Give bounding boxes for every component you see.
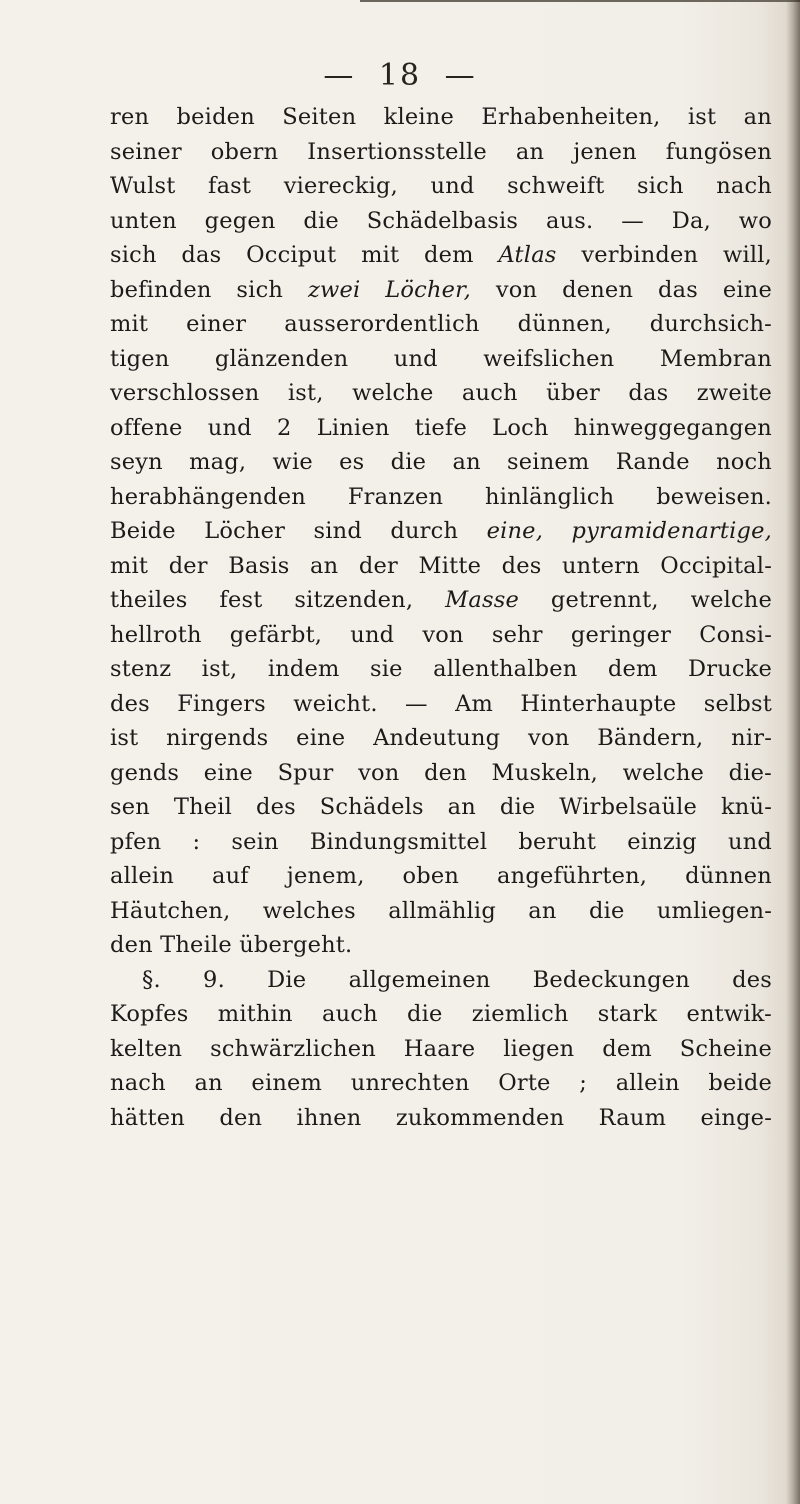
text-line [110, 928, 772, 963]
text-segment: herabhängenden Franzen hinlänglich beweisen. [110, 483, 772, 510]
text-segment: seiner obern Insertionsstelle an jenen fungösen [110, 138, 772, 165]
italic-text-segment: Atlas [498, 242, 557, 268]
text-line [110, 273, 772, 308]
text-segment: nach an einem unrechten Orte ; allein beide [110, 1070, 772, 1096]
text-line [110, 963, 772, 998]
text-line [110, 376, 772, 411]
text-line [110, 1101, 772, 1136]
page-number-dash-left: — [323, 58, 356, 93]
text-line [110, 997, 772, 1032]
text-line [110, 894, 772, 929]
text-line [110, 1066, 772, 1101]
text-segment: getrennt, welche [518, 587, 772, 613]
body-text [110, 100, 772, 1135]
text-line [110, 790, 772, 825]
page-number-dash-right: — [444, 58, 477, 93]
text-segment: ren beiden Seiten kleine Erhabenheiten, ist an [110, 104, 772, 130]
text-segment: Häutchen, welches allmählig an die umliegen- [110, 897, 772, 924]
text-line [110, 583, 772, 618]
text-line [110, 480, 772, 515]
text-segment: mit einer ausserordentlich dünnen, durchsich- [110, 311, 772, 337]
text-segment: hellroth gefärbt, und von sehr geringer Consi- [110, 621, 772, 648]
text-line [110, 756, 772, 791]
text-line [110, 100, 772, 135]
page-header [0, 58, 800, 93]
text-segment: stenz ist, indem sie allenthalben dem Drucke [110, 656, 772, 682]
text-segment: gends eine Spur von den Muskeln, welche die- [110, 759, 772, 786]
page-gutter-shadow [786, 0, 800, 1504]
text-segment: verschlossen ist, welche auch über das zweite [110, 380, 772, 406]
text-line [110, 445, 772, 480]
text-line [110, 652, 772, 687]
text-line [110, 307, 772, 342]
text-line [110, 135, 772, 170]
text-segment: von denen das eine [471, 276, 772, 303]
text-segment: Wulst fast viereckig, und schweift sich nach [110, 173, 772, 199]
text-line [110, 514, 772, 549]
text-segment: Kopfes mithin auch die ziemlich stark entwik- [110, 1001, 772, 1027]
text-line [110, 825, 772, 860]
text-segment: verbinden will, [556, 242, 772, 268]
text-segment: des Fingers weicht. — Am Hinterhaupte selbst [110, 690, 772, 717]
text-line [110, 1032, 772, 1067]
text-segment: befinden sich [110, 276, 308, 303]
text-segment: sich das Occiput mit dem [110, 242, 499, 268]
text-segment: den Theile übergeht. [110, 932, 353, 958]
italic-text-segment: Masse [445, 587, 519, 613]
text-line [110, 342, 772, 377]
italic-text-segment: eine, pyramidenartige, [486, 518, 772, 544]
text-segment: offene und 2 Linien tiefe Loch hinweggegangen [110, 414, 772, 441]
text-line [110, 204, 772, 239]
text-segment: theiles fest sitzenden, [110, 587, 446, 613]
text-segment: §. 9. Die allgemeinen Bedeckungen des [142, 966, 772, 993]
text-segment: seyn mag, wie es die an seinem Rande noch [110, 449, 772, 475]
italic-text-segment: zwei Löcher, [307, 276, 471, 303]
text-segment: mit der Basis an der Mitte des untern Occipital- [110, 552, 772, 579]
text-line [110, 687, 772, 722]
text-segment: unten gegen die Schädelbasis aus. — Da, wo [110, 207, 772, 234]
text-line [110, 618, 772, 653]
top-page-edge [360, 0, 800, 2]
text-segment: hätten den ihnen zukommenden Raum einge- [110, 1104, 772, 1131]
text-line [110, 549, 772, 584]
text-segment: Beide Löcher sind durch [110, 518, 487, 544]
text-segment: sen Theil des Schädels an die Wirbelsaüle knü- [110, 794, 772, 820]
text-segment: allein auf jenem, oben angeführten, dünnen [110, 863, 772, 889]
text-segment: tigen glänzenden und weifslichen Membran [110, 345, 772, 372]
text-line [110, 721, 772, 756]
page-number: 18 [378, 58, 422, 93]
text-line [110, 411, 772, 446]
text-segment: kelten schwärzlichen Haare liegen dem Scheine [110, 1035, 772, 1062]
text-line [110, 169, 772, 204]
text-segment: pfen : sein Bindungsmittel beruht einzig und [110, 828, 772, 855]
text-segment: ist nirgends eine Andeutung von Bändern, nir- [110, 725, 772, 751]
text-line [110, 238, 772, 273]
text-line [110, 859, 772, 894]
